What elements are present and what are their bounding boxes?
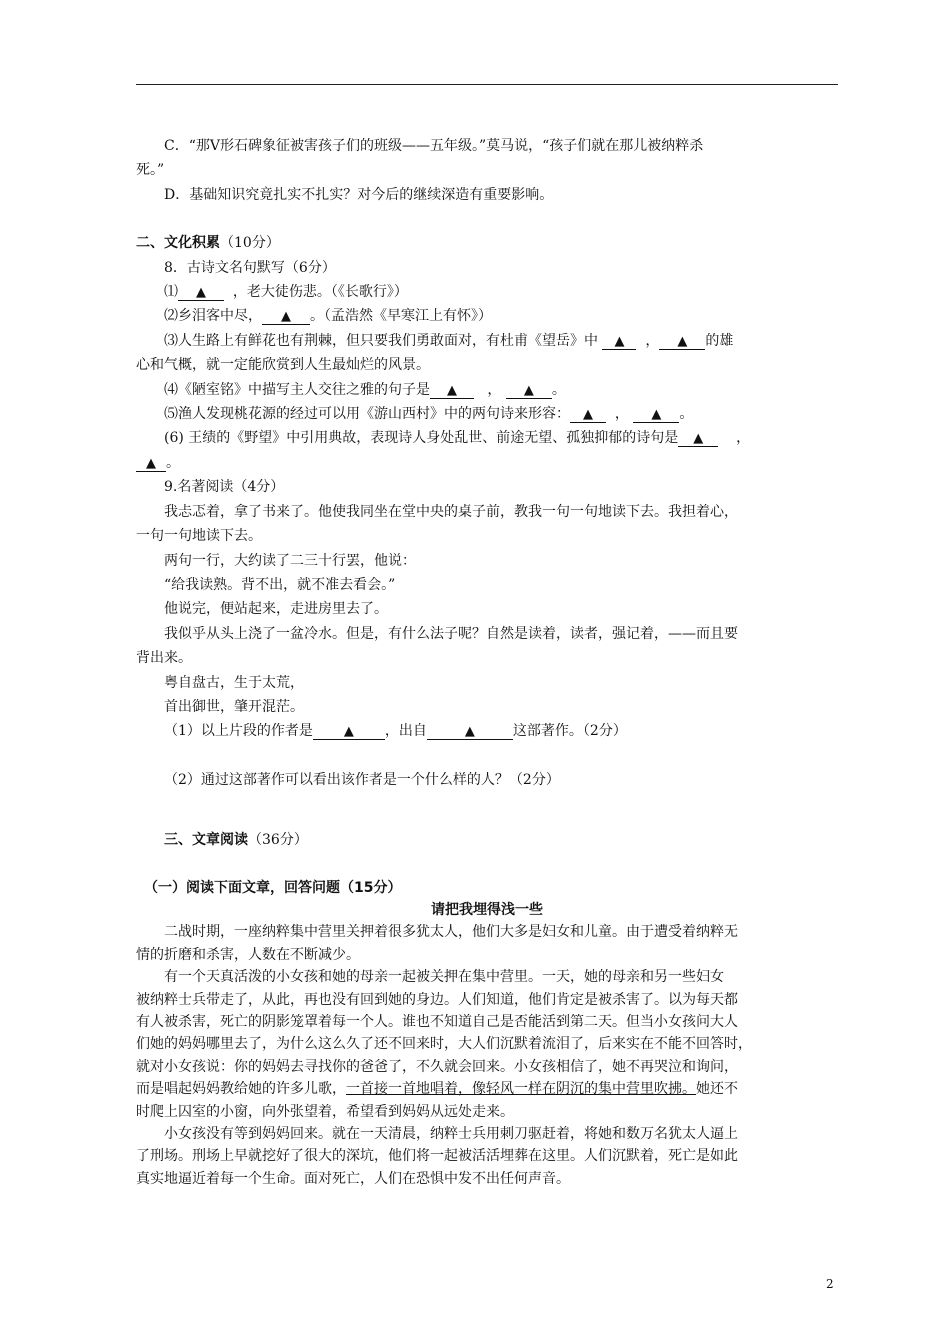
- comma: ，: [736, 430, 751, 447]
- article-title: 请把我埋得浅一些: [431, 901, 543, 918]
- section3-heading: [136, 828, 838, 852]
- answer-blank: ▲: [659, 334, 705, 350]
- article-line: 们她的妈妈哪里去了，为什么这么久了还不回来时，大人们沉默着流泪了，后来实在不能不回答时，: [136, 1036, 752, 1053]
- answer-blank: ▲: [262, 309, 310, 325]
- answer-blank: ▲: [178, 285, 224, 301]
- q9-1-mid: ，出自: [384, 723, 427, 740]
- q9-item-1: [136, 719, 838, 743]
- q9-title: 9.名著阅读（4分）: [164, 479, 285, 496]
- subsection-heading: [136, 877, 838, 899]
- q8-item-6: [136, 426, 838, 450]
- q8-item-4: [136, 378, 838, 402]
- article-line: 小女孩没有等到妈妈回来。就在一天清晨，纳粹士兵用刺刀驱赶着，将她和数万名犹太人逼上: [164, 1126, 738, 1143]
- q9-1-text: （1）以上片段的作者是: [164, 723, 313, 740]
- subsection-title: （一）阅读下面文章，回答问题: [144, 879, 340, 896]
- q8-6-text: (6) 王绩的《野望》中引用典故，表现诗人身处乱世、前途无望、孤独抑郁的诗句是: [164, 430, 679, 447]
- article-line: 有一个天真活泼的小女孩和她的母亲一起被关押在集中营里。一天，她的母亲和另一些妇女: [164, 969, 724, 986]
- article-line: 被纳粹士兵带走了，从此，再也没有回到她的身边。人们知道，他们肯定是被杀害了。以为每天都: [136, 991, 738, 1008]
- article-line: 二战时期，一座纳粹集中营里关押着很多犹太人，他们大多是妇女和儿童。由于遭受着纳粹无: [164, 924, 738, 941]
- q8-3-line2: 心和气概，就一定能欣赏到人生最灿烂的风景。: [136, 357, 430, 374]
- answer-blank: ▲: [136, 456, 166, 472]
- article-line: 时爬上囚室的小窗，向外张望着，希望看到妈妈从远处走来。: [136, 1103, 514, 1120]
- q8-2-text: ⑵乡泪客中尽，: [164, 308, 262, 325]
- answer-blank: ▲: [313, 724, 385, 740]
- answer-blank: ▲: [430, 383, 474, 399]
- article-line: 情的折磨和杀害，人数在不断减少。: [136, 946, 360, 963]
- period: 。: [551, 381, 566, 398]
- answer-blank: ▲: [427, 724, 513, 740]
- option-c-line1: C．“那Ⅴ形石碑象征被害孩子们的班级——五年级。”莫马说，“孩子们就在那儿被纳粹杀: [164, 138, 704, 154]
- passage-line: “给我读熟。背不出，就不准去看会。”: [164, 576, 396, 593]
- article-line: 就对小女孩说：你的妈妈去寻找你的爸爸了，不久就会回来。小女孩相信了，她不再哭泣和询问，: [136, 1058, 738, 1075]
- q8-item-1: [136, 280, 838, 304]
- q8-3-text: ⑶人生路上有鲜花也有荆棘，但只要我们勇敢面对，有杜甫《望岳》中: [164, 332, 598, 349]
- comma: ，: [487, 381, 502, 398]
- passage-verse: 粤自盘古，生于太荒，: [164, 674, 304, 691]
- q8-5-text: ⑸渔人发现桃花源的经过可以用《游山西村》中的两句诗来形容：: [164, 406, 570, 423]
- underlined-sentence: 一首接一首地唱着，像轻风一样在阴沉的集中营里吹拂。: [346, 1081, 696, 1098]
- passage-line: 背出来。: [136, 650, 192, 667]
- section2-score: （10分）: [220, 235, 280, 252]
- q8-4-text: ⑷《陋室铭》中描写主人交往之雅的句子是: [164, 381, 430, 398]
- q8-3-tail: 的雄: [705, 332, 734, 349]
- section3-score: （36分）: [248, 832, 308, 849]
- passage-line: 一句一句地读下去。: [136, 528, 262, 545]
- comma: ，: [614, 406, 629, 423]
- article-line: 真实地逼近着每一个生命。面对死亡，人们在恐惧中发不出任何声音。: [136, 1170, 570, 1187]
- article-line: 了刑场。刑场上早就挖好了很大的深坑，他们将一起被活活埋葬在这里。人们沉默着，死亡是如此: [136, 1148, 738, 1165]
- q8-title: 8．古诗文名句默写（6分）: [164, 259, 336, 276]
- q9-1-tail: 这部著作。（2分）: [512, 723, 627, 740]
- answer-blank: ▲: [678, 431, 718, 447]
- answer-blank: ▲: [506, 383, 552, 399]
- article-line: 有人被杀害，死亡的阴影笼罩着每一个人。谁也不知道自己是否能活到第二天。但当小女孩问大人: [136, 1014, 738, 1030]
- article-line: [136, 1078, 838, 1100]
- period: 。: [166, 454, 180, 471]
- passage-line: 两句一行，大约读了二三十行罢，他说：: [164, 552, 416, 569]
- q9-item-2: （2）通过这部著作可以看出该作者是一个什么样的人？（2分）: [164, 771, 560, 788]
- passage-line: 他说完，便站起来，走进房里去了。: [164, 601, 388, 618]
- comma: ，: [645, 332, 660, 349]
- q8-2-source: 。（孟浩然《早寒江上有怀》）: [310, 308, 492, 325]
- q8-item-5: [136, 402, 838, 426]
- q8-6-line2: [136, 451, 838, 475]
- answer-blank: ▲: [570, 407, 606, 423]
- section3-title: 三、文章阅读: [164, 832, 248, 849]
- q8-1-text: ，老大徒伤悲。（《长歌行》）: [232, 284, 408, 301]
- page-number: 2: [826, 1277, 834, 1291]
- passage-line: 我似乎从头上浇了一盆冷水。但是，有什么法子呢？自然是读着，读者，强记着，——而且要: [164, 625, 738, 642]
- q8-item-3: [136, 329, 838, 353]
- option-d-line: D．基础知识究竟扎实不扎实？对今后的继续深造有重要影响。: [164, 186, 554, 203]
- article-text: 而是唱起妈妈教给她的许多儿歌，: [136, 1081, 346, 1098]
- section2-heading: [136, 231, 838, 255]
- header-rule: [136, 84, 838, 85]
- article-text: 她还不: [696, 1081, 738, 1098]
- period: 。: [679, 406, 694, 423]
- answer-blank: ▲: [633, 407, 679, 423]
- passage-line: 我忐忑着，拿了书来了。他使我同坐在堂中央的桌子前，教我一句一句地读下去。我担着心，: [164, 503, 738, 520]
- option-c-line2: 死。”: [136, 162, 165, 179]
- subsection-score: （15分）: [340, 879, 402, 896]
- q8-item-2: [136, 304, 838, 328]
- page-content: [136, 134, 838, 1190]
- q8-1-prefix: ⑴: [164, 284, 178, 301]
- answer-blank: ▲: [602, 334, 636, 350]
- section2-title: 二、文化积累: [136, 235, 220, 252]
- passage-verse: 首出御世，肇开混茫。: [164, 698, 304, 715]
